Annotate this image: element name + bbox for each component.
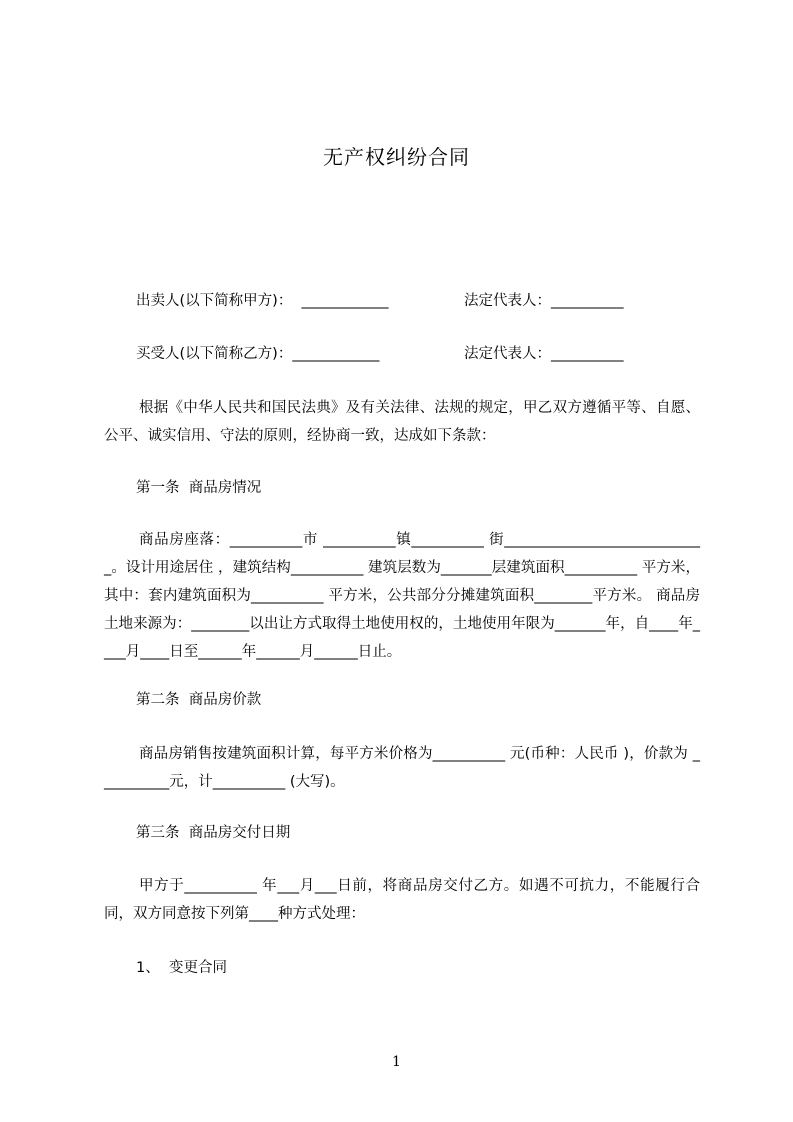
seller-field: 出卖人(以下简称甲方)： ____________ <box>136 293 389 309</box>
preamble-paragraph: 根据《中华人民共和国民法典》及有关法律、法规的规定，甲乙双方遵循平等、自愿、公平、诚实信用、守法的原则，经协商一致，达成如下条款： <box>104 400 700 444</box>
article-1-heading: 第一条 商品房情况 <box>136 480 262 496</box>
document-title: 无产权纠纷合同 <box>323 145 470 169</box>
page-number: 1 <box>392 1054 401 1070</box>
article-3-body: 甲方于__________ 年___月___日前，将商品房交付乙方。如遇不可抗力，不能履行合同，双方同意按下列第____种方式处理： <box>104 878 700 922</box>
article-3-heading: 第三条 商品房交付日期 <box>136 825 291 841</box>
article-1-body: 商品房座落：__________市 __________镇__________ 街____________________________。设计用途居住 ，建筑结构__________ 建筑层数为_______层建筑面积__________ 平方米，其中：套内建筑面积为__________ 平方米，公共部分分摊建筑面积________平方米。 商品房土地来源为：________以出让方式取得土地使用权的，土地使用年限为_______年，自____年____月____日至______年______月______日止。 <box>104 532 700 660</box>
buyer-representative-field: 法定代表人：__________ <box>464 346 624 362</box>
seller-representative-field: 法定代表人：__________ <box>464 293 624 309</box>
article-2-heading: 第二条 商品房价款 <box>136 692 262 708</box>
article-3-option-1: 1、 变更合同 <box>136 960 227 976</box>
article-2-body: 商品房销售按建筑面积计算，每平方米价格为__________ 元(币种：人民币 )，价款为 __________元，计__________ (大写)。 <box>104 746 700 790</box>
buyer-field: 买受人(以下简称乙方)：____________ <box>136 346 380 362</box>
